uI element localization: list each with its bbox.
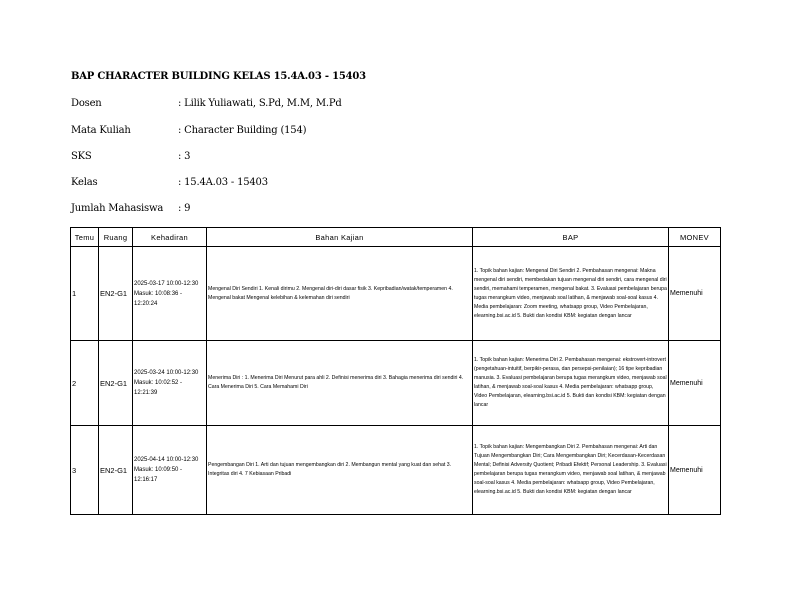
info-label: SKS xyxy=(71,151,92,162)
cell-bahan-kajian: Mengenal Diri Sendiri 1. Kenali dirimu 2. Mengenal diri-diri dasar fisik 3. Kepribadian/watak/temperamen 4. Mengenal bakat Mengenal kelebihan & kelemahan diri sendiri xyxy=(207,247,473,341)
header-ruang: Ruang xyxy=(99,228,133,247)
cell-kehadiran: 2025-04-14 10:00-12:30 Masuk: 10:09:50 - 12:16:17 xyxy=(133,426,207,515)
info-value: : Character Building (154) xyxy=(178,125,307,136)
cell-monev: Memenuhi xyxy=(669,341,721,426)
cell-ruang: EN2-G1 xyxy=(99,426,133,515)
cell-temu: 1 xyxy=(71,247,99,341)
cell-ruang: EN2-G1 xyxy=(99,341,133,426)
info-value: : Lilik Yuliawati, S.Pd, M.M, M.Pd xyxy=(178,98,342,109)
header-kehadiran: Kehadiran xyxy=(133,228,207,247)
table-row xyxy=(71,426,721,515)
cell-temu: 2 xyxy=(71,341,99,426)
info-value: : 9 xyxy=(178,203,191,214)
cell-monev: Memenuhi xyxy=(669,247,721,341)
bap-table xyxy=(70,227,721,515)
header-temu: Temu xyxy=(71,228,99,247)
cell-ruang: EN2-G1 xyxy=(99,247,133,341)
info-label: Jumlah Mahasiswa xyxy=(71,203,164,214)
info-value: : 15.4A.03 - 15403 xyxy=(178,177,268,188)
document-title: BAP CHARACTER BUILDING KELAS 15.4A.03 - 15403 xyxy=(71,71,366,82)
cell-kehadiran: 2025-03-17 10:00-12:30 Masuk: 10:08:36 - 12:20:24 xyxy=(133,247,207,341)
cell-temu: 3 xyxy=(71,426,99,515)
cell-monev: Memenuhi xyxy=(669,426,721,515)
cell-bap: 1. Topik bahan kajian: Mengenal Diri Sendiri 2. Pembahasan mengenai: Makna mengenal diri sendiri, membedakan tujuan mengenal diri sendiri, cara mengenal diri sendiri, memahami temperamen, mengenal bakat. 3. Evaluasi pembelajaran berupa tugas merangkum video, menjawab soal latihan, & menjawab soal-soal kasus 4. Media pembelajaran: Zoom meeting, whatsapp group, Video Pembelajaran, elearning.bsi.ac.id 5. Bukti dan kondisi KBM: kegiatan dengan lancar xyxy=(473,247,669,341)
header-bahan-kajian: Bahan Kajian xyxy=(207,228,473,247)
table-row xyxy=(71,341,721,426)
info-label: Dosen xyxy=(71,98,102,109)
cell-bap: 1. Topik bahan kajian: Menerima Diri 2. Pembahasan mengenai: ekstrovert-introvert (pengetahuan-intuitif, berpikir-perasa, dan persepsi-penilaian); 16 tipe kepribadian manusia. 3. Evaluasi pembelajaran berupa tugas merangkum video, menjawab soal latihan, & menjawab soal-soal kasus 4. Media pembelajaran: whatsapp group, Video Pembelajaran, elearning.bsi.ac.id 5. Bukti dan kondisi KBM: kegiatan dengan lancar xyxy=(473,341,669,426)
cell-bahan-kajian: Pengembangan Diri 1. Arti dan tujuan mengembangkan diri 2. Membangun mental yang kuat dan sehat 3. Integritas diri 4. 7 Kebiasaan Pribadi xyxy=(207,426,473,515)
cell-bahan-kajian: Menerima Diri : 1. Menerima Diri Menurut para ahli 2. Definisi menerima diri 3. Bahagia menerima diri sendiri 4. Cara Menerima Diri 5. Cara Memahami Diri xyxy=(207,341,473,426)
table-header-row xyxy=(71,228,721,247)
header-bap: BAP xyxy=(473,228,669,247)
info-label: Mata Kuliah xyxy=(71,125,131,136)
table-row xyxy=(71,247,721,341)
info-label: Kelas xyxy=(71,177,98,188)
cell-kehadiran: 2025-03-24 10:00-12:30 Masuk: 10:02:52 - 12:21:39 xyxy=(133,341,207,426)
cell-bap: 1. Topik bahan kajian: Mengembangkan Diri 2. Pembahasan mengenai: Arti dan Tujuan Mengembangkan Diri; Cara Mengembangkan Diri; Kecerdasan-Kecerdasan Mental; Definisi Adversity Quotient; Pribadi Efektif; Personal Leadership. 3. Evaluasi pembelajaran berupa tugas merangkum video, menjawab soal latihan, & menjawab soal-soal kasus 4. Media pembelajaran: whatsapp group, Video Pembelajaran, elearning.bsi.ac.id 5. Bukti dan kondisi KBM: kegiatan dengan lancar xyxy=(473,426,669,515)
header-monev: MONEV xyxy=(669,228,721,247)
info-value: : 3 xyxy=(178,151,191,162)
